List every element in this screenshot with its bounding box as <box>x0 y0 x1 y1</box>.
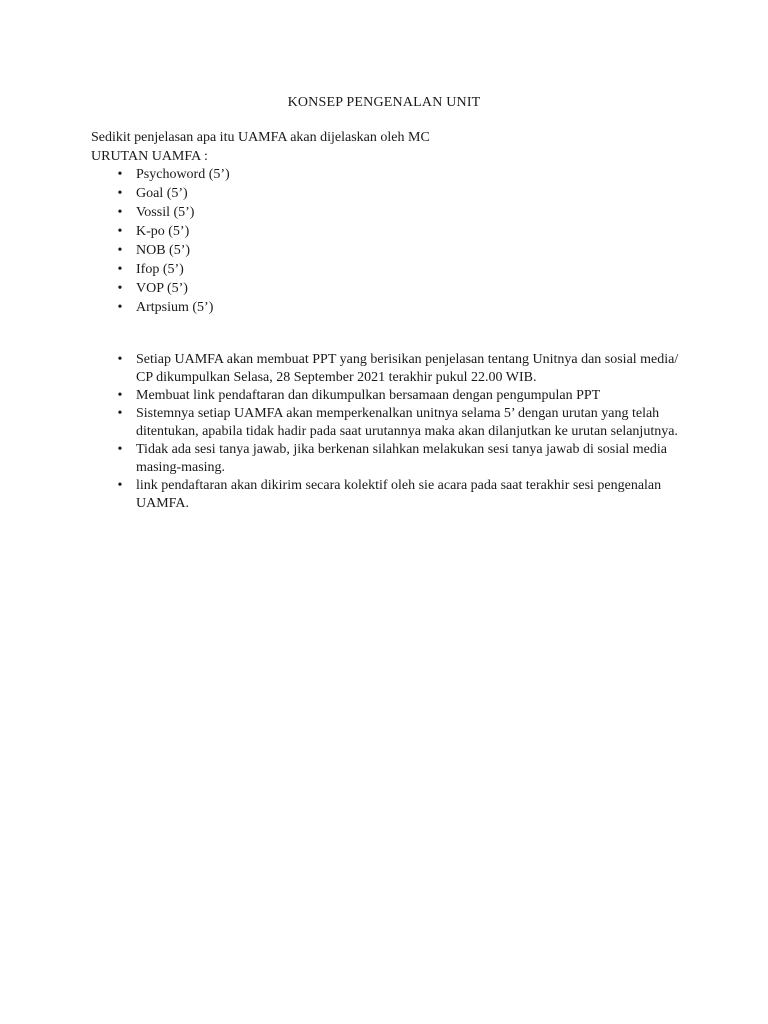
list-item <box>91 260 691 279</box>
bullet-icon: • <box>117 243 123 258</box>
rule-text: Setiap UAMFA akan membuat PPT yang berisikan penjelasan tentang Unitnya dan sosial media/ CP dikumpulkan Selasa, 28 September 2021 terakhir pukul 22.00 WIB. <box>136 352 679 385</box>
bullet-icon: • <box>117 262 123 277</box>
bullet-icon: • <box>117 478 123 493</box>
bullet-icon: • <box>117 388 123 403</box>
rule-text: Membuat link pendaftaran dan dikumpulkan bersamaan dengan pengumpulan PPT <box>136 388 601 403</box>
bullet-icon: • <box>117 186 123 201</box>
bullet-icon: • <box>117 205 123 220</box>
rule-item <box>91 441 691 477</box>
list-item-text: Ifop (5’) <box>136 262 184 277</box>
rule-text: link pendaftaran akan dikirim secara kolektif oleh sie acara pada saat terakhir sesi pengenalan UAMFA. <box>136 478 662 511</box>
list-item-text: Psychoword (5’) <box>136 167 230 182</box>
list-item <box>91 222 691 241</box>
list-item-text: VOP (5’) <box>136 281 188 296</box>
rule-item <box>91 387 691 405</box>
uamfa-order-list <box>91 165 691 317</box>
rule-text: Sistemnya setiap UAMFA akan memperkenalkan unitnya selama 5’ dengan urutan yang telah ditentukan, apabila tidak hadir pada saat urutannya maka akan dilanjutkan ke urutan selanjutnya. <box>136 406 678 439</box>
list-item <box>91 203 691 222</box>
intro-line: Sedikit penjelasan apa itu UAMFA akan dijelaskan oleh MC <box>91 130 430 145</box>
bullet-icon: • <box>117 281 123 296</box>
bullet-icon: • <box>117 300 123 315</box>
bullet-icon: • <box>117 442 123 457</box>
list-item-text: Goal (5’) <box>136 186 188 201</box>
list-item <box>91 184 691 203</box>
document-title: KONSEP PENGENALAN UNIT <box>287 95 481 110</box>
rule-text: Tidak ada sesi tanya jawab, jika berkenan silahkan melakukan sesi tanya jawab di sosial media masing-masing. <box>136 442 667 475</box>
bullet-icon: • <box>117 224 123 239</box>
bullet-icon: • <box>117 406 123 421</box>
bullet-icon: • <box>117 167 123 182</box>
rule-item <box>91 405 691 441</box>
list-item-text: Vossil (5’) <box>136 205 195 220</box>
list-item-text: K-po (5’) <box>136 224 190 239</box>
list-item <box>91 298 691 317</box>
bullet-icon: • <box>117 352 123 367</box>
list-item <box>91 241 691 260</box>
rule-item <box>91 477 691 513</box>
list-item-text: Artpsium (5’) <box>136 300 214 315</box>
rule-item <box>91 351 691 387</box>
list-item <box>91 279 691 298</box>
order-heading: URUTAN UAMFA : <box>91 149 208 164</box>
intro-block <box>91 128 691 166</box>
rules-list <box>91 351 691 513</box>
list-item-text: NOB (5’) <box>136 243 191 258</box>
list-item <box>91 165 691 184</box>
